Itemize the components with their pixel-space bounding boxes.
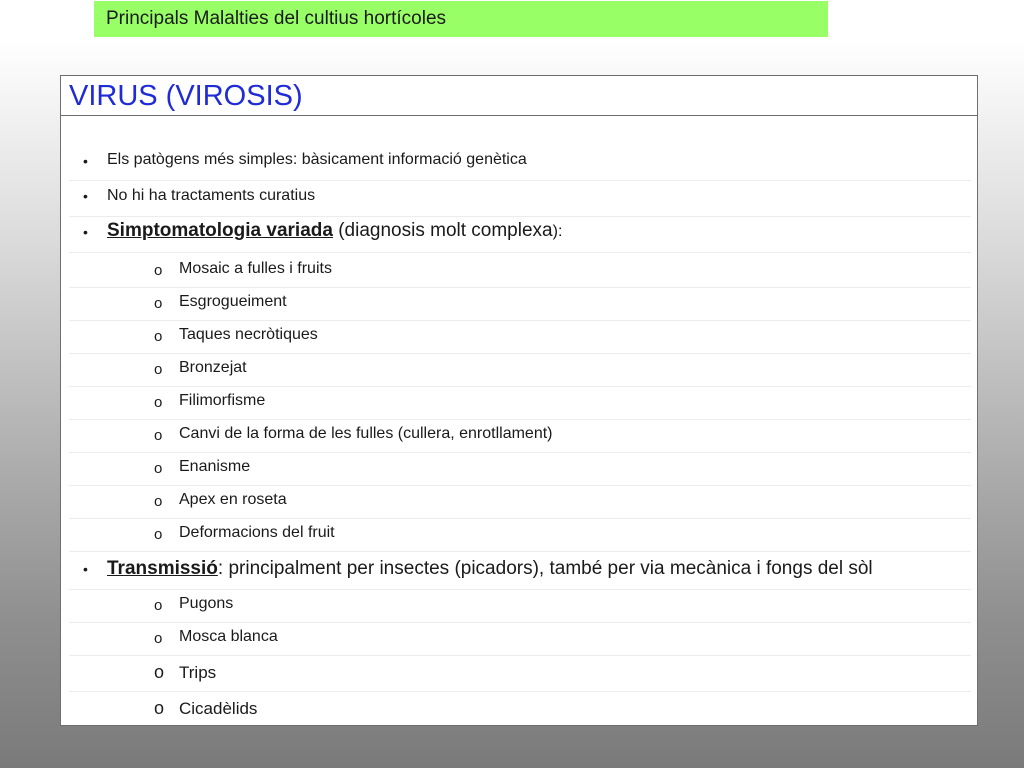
sub-list-item [69, 387, 971, 420]
list-item-text: Apex en roseta [179, 491, 287, 508]
emphasis-label: Simptomatologia variada [107, 220, 333, 241]
list-item-text: Simptomatologia variada (diagnosis molt complexa): [107, 220, 563, 241]
list-item-text: Bronzejat [179, 359, 247, 376]
sub-list-item [69, 519, 971, 552]
bullet-marker: • [83, 224, 88, 240]
sub-list-item [69, 453, 971, 486]
sub-list-item [69, 288, 971, 321]
sub-bullet-marker: o [154, 295, 163, 312]
panel-heading: VIRUS (VIROSIS) [61, 76, 977, 116]
list-item [69, 552, 971, 590]
virus-panel [60, 75, 978, 726]
sub-bullet-marker: o [154, 427, 163, 444]
sub-bullet-marker: o [154, 328, 163, 345]
list-item [69, 116, 971, 181]
sub-list-item [69, 692, 971, 726]
bullet-marker: • [83, 188, 88, 204]
sub-bullet-marker: o [154, 394, 163, 411]
slide-title: Principals Malalties del cultius hortícoles [94, 1, 828, 37]
sub-bullet-marker: o [154, 361, 163, 378]
list-item-text: No hi ha tractaments curatius [107, 187, 316, 204]
list-item-text: Mosaic a fulles i fruits [179, 260, 332, 277]
sub-bullet-marker: o [154, 460, 163, 477]
list-item-text: Mosca blanca [179, 628, 278, 645]
sub-bullet-marker: o [154, 493, 163, 510]
list-item-text: Canvi de la forma de les fulles (cullera, enrotllament) [179, 425, 553, 442]
bullet-marker: • [83, 561, 88, 577]
sub-list-item [69, 420, 971, 453]
list-item-text: Enanisme [179, 458, 251, 475]
sub-list-item [69, 656, 971, 692]
list-item-text: Esgrogueiment [179, 293, 287, 310]
list-item-text: Taques necròtiques [179, 326, 318, 343]
sub-bullet-marker: o [154, 597, 163, 614]
list-item-text: Trips [179, 663, 217, 682]
sub-bullet-marker: o [154, 630, 163, 647]
list-item-text: Els patògens més simples: bàsicament informació genètica [107, 151, 527, 168]
sub-list-item [69, 590, 971, 623]
sub-bullet-marker: o [154, 262, 163, 279]
sub-list-item [69, 623, 971, 656]
sub-list-item [69, 253, 971, 288]
sub-list-item [69, 321, 971, 354]
emphasis-label: Transmissió [107, 558, 218, 579]
list-item-text: Pugons [179, 595, 234, 612]
sub-bullet-marker: o [154, 526, 163, 543]
sub-list-item [69, 354, 971, 387]
sub-list-item [69, 486, 971, 519]
list-item-text: Cicadèlids [179, 699, 258, 718]
bullet-marker: • [83, 153, 88, 169]
list-item [69, 181, 971, 217]
list-item-text: Deformacions del fruit [179, 524, 335, 541]
sub-bullet-marker: o [154, 662, 165, 682]
list-item-text: Filimorfisme [179, 392, 266, 409]
list-item-text: Transmissió: principalment per insectes (picadors), també per via mecànica i fongs del sòl [107, 558, 873, 579]
sub-bullet-marker: o [154, 698, 165, 718]
list-item [69, 217, 971, 253]
